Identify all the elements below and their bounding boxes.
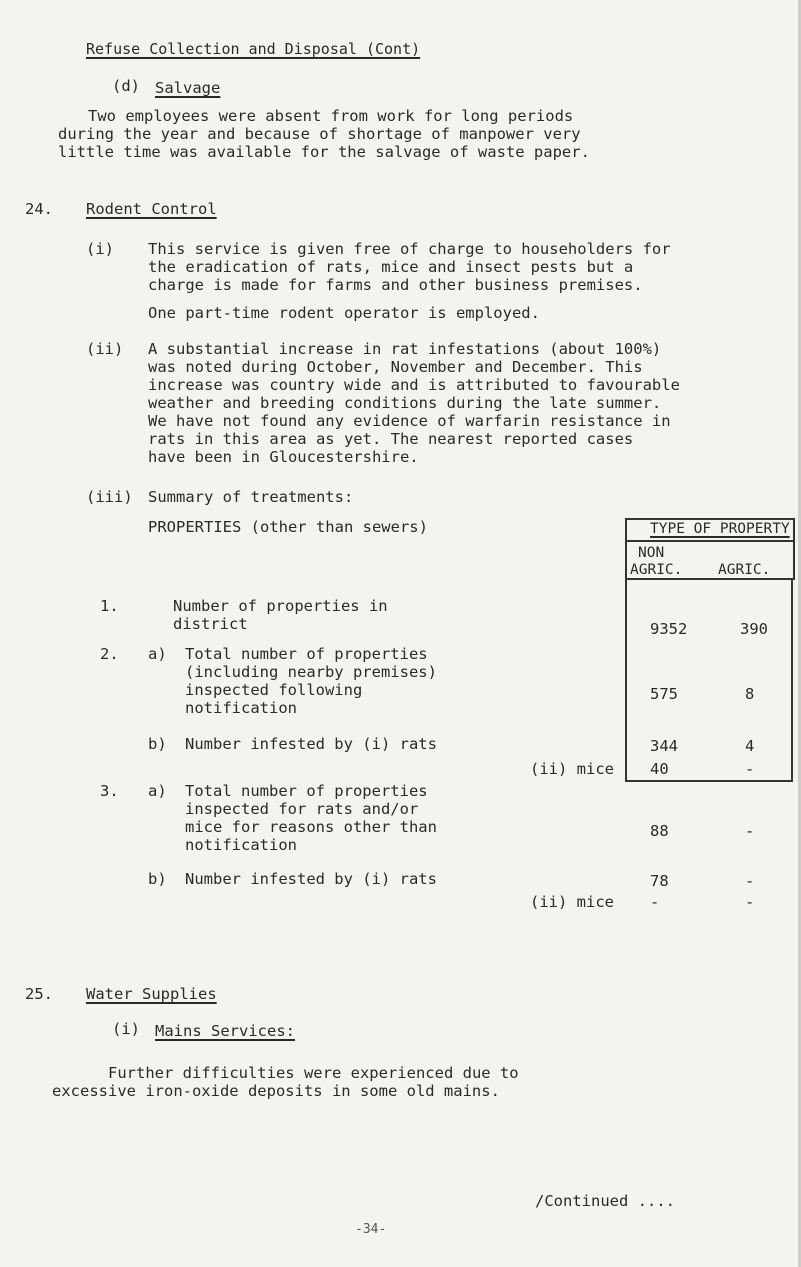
row-num: 3. xyxy=(100,782,119,800)
cell-agric: - xyxy=(745,822,755,840)
col-nonagric-line2: AGRIC. xyxy=(630,562,683,578)
col-nonagric-line1: NON xyxy=(638,545,665,561)
water-i-label: (i) xyxy=(112,1020,140,1038)
salvage-heading: Salvage xyxy=(155,79,221,97)
rodent-iii-label: (iii) xyxy=(86,488,133,506)
row-sub: b) xyxy=(148,870,167,888)
row-label: Total number of properties inspected for rats and/or mice for reasons other than notification xyxy=(185,782,437,854)
cell-nonagric: - xyxy=(650,893,660,911)
cell-nonagric: 575 xyxy=(650,685,678,703)
cell-agric: 390 xyxy=(740,620,768,638)
rodent-i-label: (i) xyxy=(86,240,114,258)
page-number: -34- xyxy=(355,1222,387,1237)
rodent-i-paragraph: This service is given free of charge to householders for the eradication of rats, mice and insect pests but a charge is made for farms and other business premises. xyxy=(148,240,671,294)
row-label: (ii) mice xyxy=(530,760,614,778)
row-label: Number of properties in district xyxy=(173,597,388,633)
cell-agric: - xyxy=(745,760,755,778)
row-sub: a) xyxy=(148,782,167,800)
cell-nonagric: 9352 xyxy=(650,620,688,638)
cell-agric: - xyxy=(745,893,755,911)
row-sub: a) xyxy=(148,645,167,663)
salvage-label: (d) xyxy=(112,77,140,95)
section-number-24: 24. xyxy=(25,200,53,218)
salvage-paragraph: Two employees were absent from work for long periods during the year and because of shortage of manpower very little time was available for the salvage of waste paper. xyxy=(58,107,590,161)
cell-agric: - xyxy=(745,872,755,890)
rodent-heading: Rodent Control xyxy=(86,200,217,218)
row-label: Number infested by (i) rats xyxy=(185,870,437,888)
row-label: Number infested by (i) rats xyxy=(185,735,437,753)
cell-nonagric: 40 xyxy=(650,760,669,778)
continued-note: /Continued .... xyxy=(535,1192,675,1210)
col-agric: AGRIC. xyxy=(718,562,771,578)
page-title: Refuse Collection and Disposal (Cont) xyxy=(86,40,421,58)
row-label: (ii) mice xyxy=(530,893,614,911)
rodent-i-line2: One part-time rodent operator is employed. xyxy=(148,304,540,322)
cell-nonagric: 344 xyxy=(650,737,678,755)
water-heading: Water Supplies xyxy=(86,985,217,1003)
row-label: Total number of properties (including nearby premises) inspected following notification xyxy=(185,645,437,717)
cell-nonagric: 78 xyxy=(650,872,669,890)
section-number-25: 25. xyxy=(25,985,53,1003)
water-i-heading: Mains Services: xyxy=(155,1022,295,1040)
rodent-ii-label: (ii) xyxy=(86,340,124,358)
table-type-header: TYPE OF PROPERTY xyxy=(650,521,790,537)
cell-agric: 4 xyxy=(745,737,755,755)
cell-agric: 8 xyxy=(745,685,755,703)
water-paragraph: Further difficulties were experienced due to excessive iron-oxide deposits in some old mains. xyxy=(52,1064,519,1100)
table-caption: PROPERTIES (other than sewers) xyxy=(148,518,428,536)
row-sub: b) xyxy=(148,735,167,753)
rodent-iii-text: Summary of treatments: xyxy=(148,488,354,506)
rodent-ii-paragraph: A substantial increase in rat infestations (about 100%) was noted during October, November and December. This increase was country wide and is attributed to favourable weather and breeding conditions during the late summer. We have not found any evidence of warfarin resistance in rats in this area as yet. The nearest reported cases have been in Gloucestershire. xyxy=(148,340,680,466)
row-num: 1. xyxy=(100,597,119,615)
cell-nonagric: 88 xyxy=(650,822,669,840)
row-num: 2. xyxy=(100,645,119,663)
